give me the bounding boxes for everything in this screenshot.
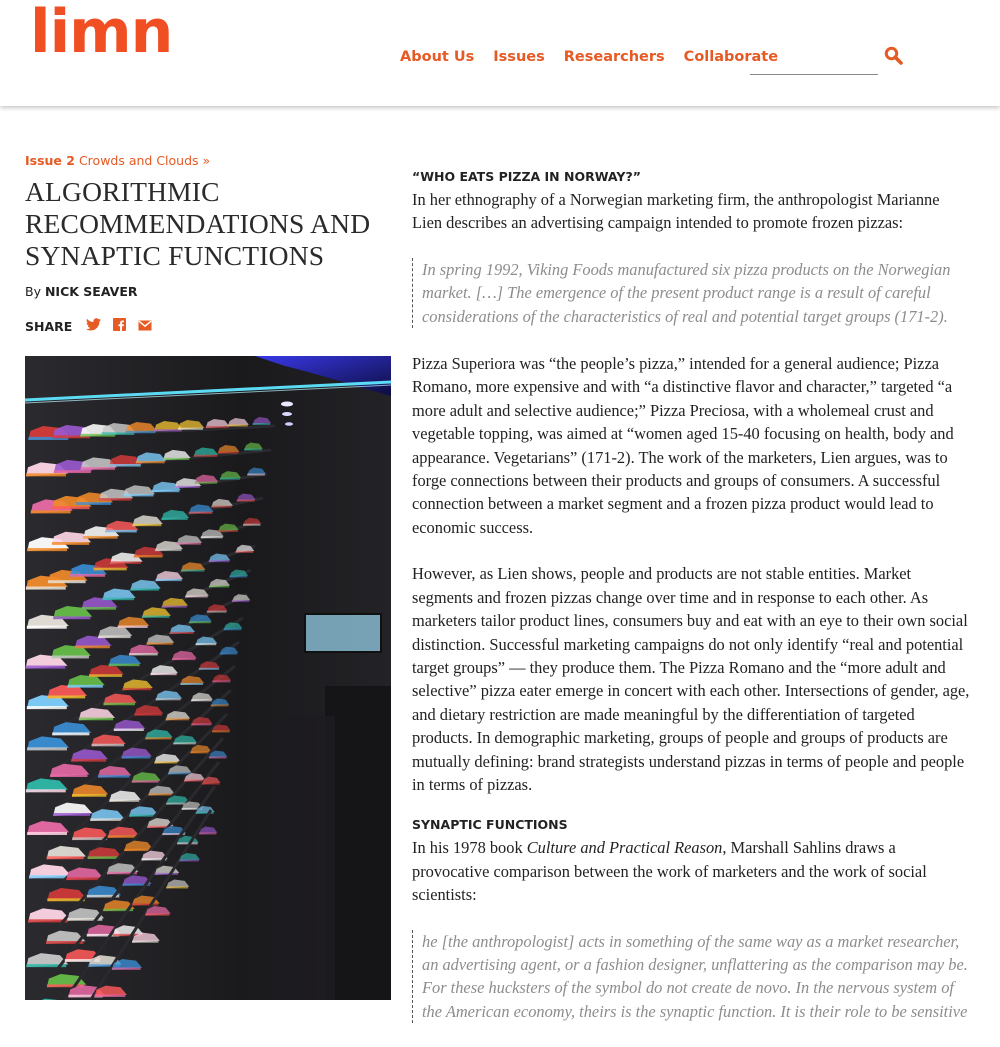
site-logo[interactable]: limn (30, 0, 173, 67)
paragraph: However, as Lien shows, people and products are not stable entities. Market segments and frozen pizzas change over time and in response to each other. As marketers tailor product lines, consumers buy and eat with an eye to their own social distinction. Successful marketing campaigns do not only identify “real and potential target groups” — they produce them. The Pizza Romano and the “more adult and selective” pizza eater emerge in concert with each other. Intersections of gender, age, and dietary restriction are made meaningful by the differentiation of targeted products. In demographic marketing, groups of people and groups of products are mutually defining: brand strategists understand pizzas in terms of people and people in terms of pizzas. (412, 564, 970, 794)
twitter-icon[interactable] (86, 318, 101, 334)
book-title: Culture and Practical Reason (526, 838, 723, 858)
site-header (0, 0, 1000, 106)
search-input[interactable] (750, 52, 878, 75)
blockquote: he [the anthropologist] acts in something of the same way as a market researcher, an advertising agent, or a fashion designer, unflattering as the comparison may be. For these hucksters of the symbol do not create de novo. In the nervous system of the American economy, theirs is the synaptic function. It is their role to be sensitive (412, 930, 972, 1024)
email-icon[interactable] (138, 319, 152, 334)
issue-link[interactable]: Crowds and Clouds » (78, 153, 211, 168)
paragraph: In her ethnography of a Norwegian marketing firm, the anthropologist Marianne Lien describes an advertising campaign intended to promote frozen pizzas: (412, 190, 940, 233)
search-icon (884, 46, 904, 66)
nav-about-us[interactable]: About Us (400, 49, 475, 65)
share-label: SHARE (25, 318, 73, 334)
article-title: ALGORITHMIC RECOMMENDATIONS AND SYNAPTIC FUNCTIONS (25, 176, 371, 271)
byline (25, 284, 138, 299)
issue-breadcrumb (25, 153, 210, 168)
article-hero-image (25, 356, 391, 1000)
main-nav (400, 49, 778, 65)
author-link[interactable]: NICK SEAVER (44, 284, 138, 299)
paragraph: Pizza Superiora was “the people’s pizza,” intended for a general audience; Pizza Romano, more expensive and with “a distinctive flavor and character,” targeted “a more adult and selective audience;” Pizza Preciosa, with a wholemeal crust and vegetable topping, was aimed at “women aged 15-40 focusing on health, body and appearance. Vegetarians” (171-2). The work of the marketers, Lien argues, was to forge connections between their products and groups of consumers. A successful connection between a market segment and a frozen pizza product would lead to economic success. (412, 354, 954, 537)
facebook-icon[interactable] (113, 318, 126, 334)
share-bar (25, 318, 164, 334)
paragraph: In his 1978 book Culture and Practical Reason, Marshall Sahlins draws a provocative comparison between the work of marketers and the work of social scientists: (412, 838, 927, 905)
section-heading: “WHO EATS PIZZA IN NORWAY?” (412, 169, 641, 184)
nav-researchers[interactable]: Researchers (563, 49, 665, 65)
nav-collaborate[interactable]: Collaborate (683, 49, 779, 65)
issue-number: Issue 2 (25, 153, 75, 168)
blockquote: In spring 1992, Viking Foods manufactured six pizza products on the Norwegian market. […] The emergence of the present product range is a result of careful considerations of the characteristics of real and potential target groups (171-2). (412, 258, 972, 328)
article-body (412, 166, 972, 1047)
nav-issues[interactable]: Issues (493, 49, 545, 65)
search-button[interactable] (884, 46, 904, 66)
section-heading: SYNAPTIC FUNCTIONS (412, 817, 568, 833)
byline-prefix: By (25, 284, 41, 299)
